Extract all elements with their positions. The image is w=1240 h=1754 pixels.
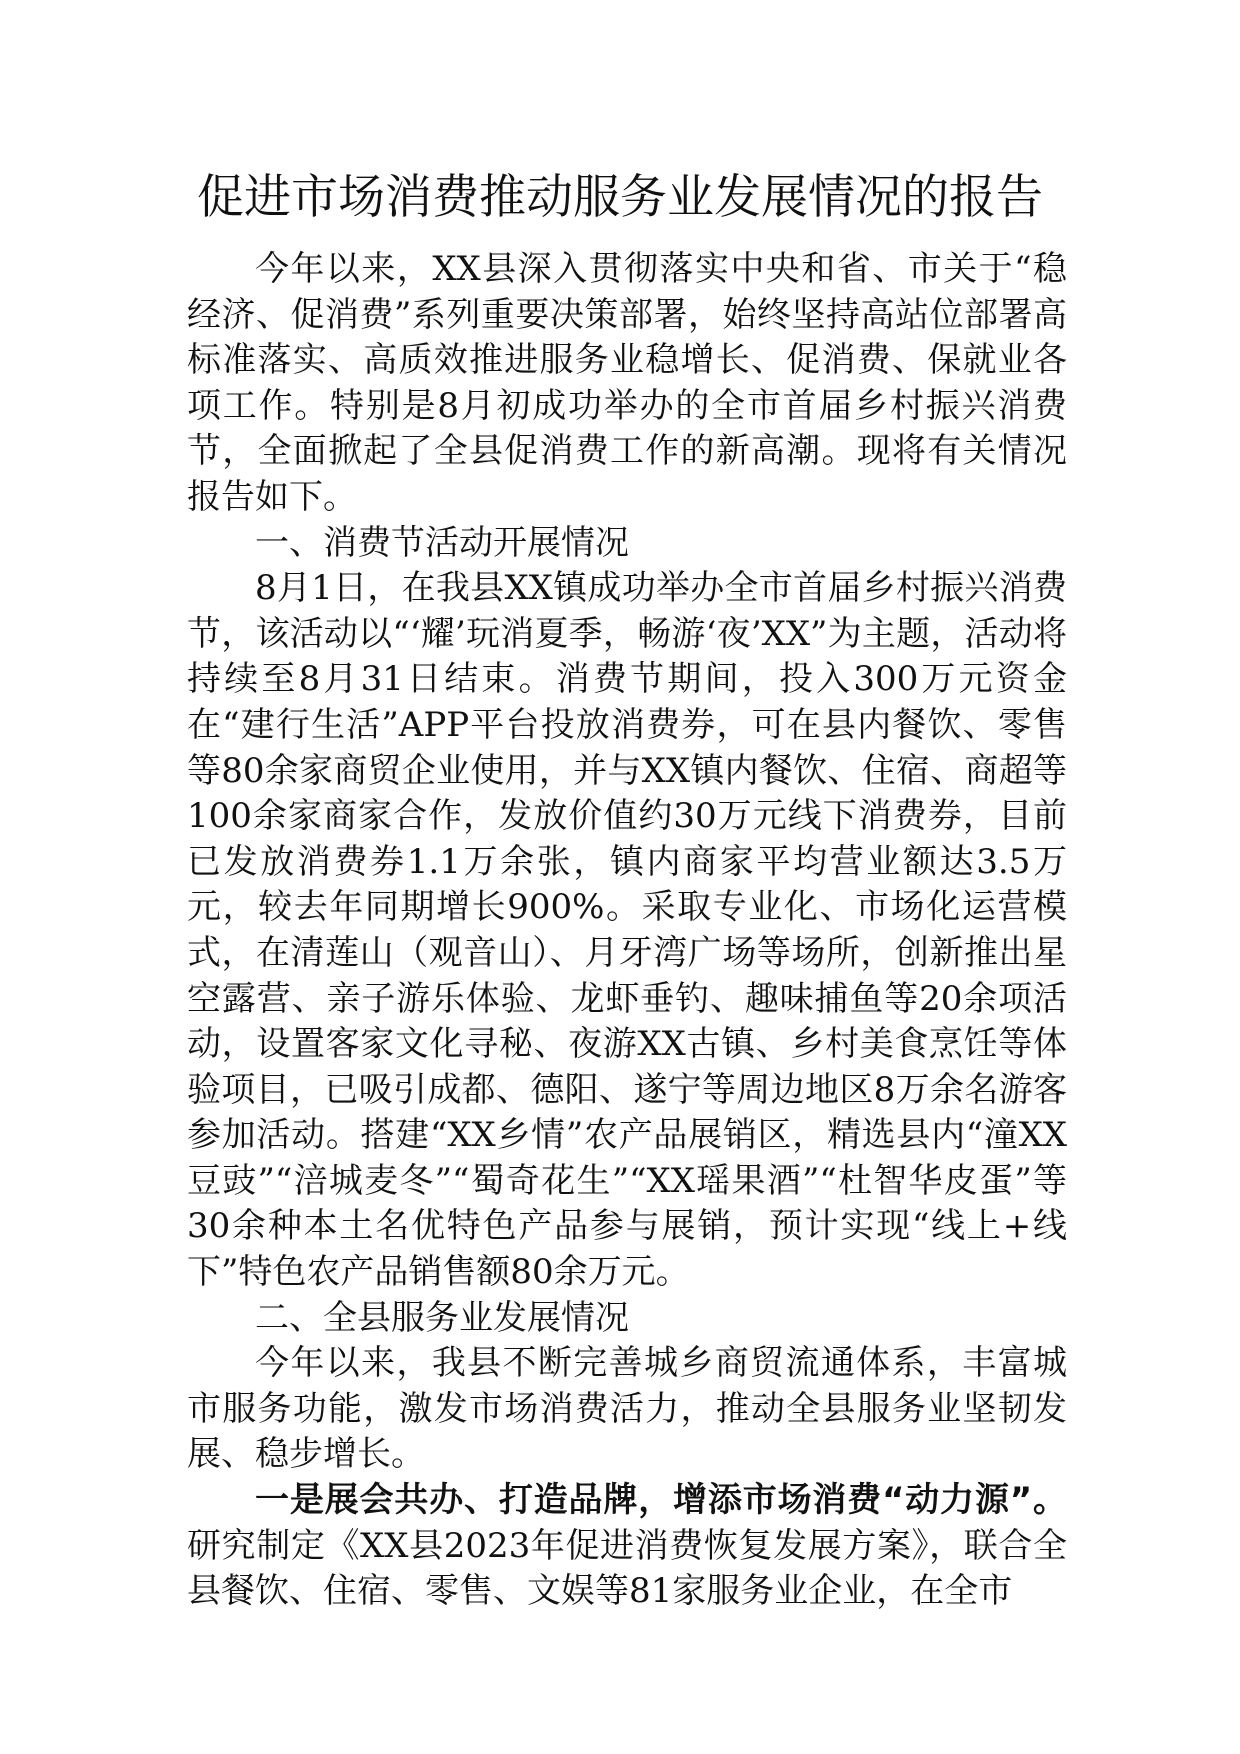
- heading-text: 二、全县服务业发展情况: [255, 1297, 629, 1338]
- paragraph-festival: [187, 566, 1067, 1296]
- document-body: [187, 247, 1067, 1615]
- paragraph-text: 今年以来，XX县深入贯彻落实中央和省、市关于“稳经济、促消费”系列重要决策部署，始终坚持高站位部署高标准落实、高质效推进服务业稳增长、促消费、保就业各项工作。特别是8月初成功举办的全市首届乡村振兴消费节，全面掀起了全县促消费工作的新高潮。现将有关情况报告如下。: [187, 249, 1067, 517]
- section-heading-1: [187, 521, 1067, 567]
- paragraph-text: 8月1日，在我县XX镇成功举办全市首届乡村振兴消费节，该活动以“‘耀’玩消夏季，畅游‘夜’XX”为主题，活动将持续至8月31日结束。消费节期间，投入300万元资金在“建行生活”APP平台投放消费券，可在县内餐饮、零售等80余家商贸企业使用，并与XX镇内餐饮、住宿、商超等100余家商家合作，发放价值约30万元线下消费券，目前已发放消费券1.1万余张，镇内商家平均营业额达3.5万元，较去年同期增长900%。采取专业化、市场化运营模式，在清莲山（观音山）、月牙湾广场等场所，创新推出星空露营、亲子游乐体验、龙虾垂钓、趣味捕鱼等20余项活动，设置客家文化寻秘、夜游XX古镇、乡村美食烹饪等体验项目，已吸引成都、德阳、遂宁等周边地区8万余名游客参加活动。搭建“XX乡情”农产品展销区，精选县内“潼XX豆豉”“涪城麦冬”“蜀奇花生”“XX瑶果酒”“杜智华皮蛋”等30余种本土名优特色产品参与展销，预计实现“线上+线下”特色农产品销售额80余万元。: [187, 568, 1067, 1293]
- section-heading-2: [187, 1296, 1067, 1342]
- paragraph-text: 今年以来，我县不断完善城乡商贸流通体系，丰富城市服务功能，激发市场消费活力，推动全县服务业坚韧发展、稳步增长。: [187, 1343, 1067, 1475]
- paragraph-bold-lead: 一是展会共办、打造品牌，增添市场消费“动力源”。: [255, 1480, 1067, 1521]
- heading-text: 一、消费节活动开展情况: [255, 522, 629, 563]
- paragraph-text: 研究制定《XX县2023年促进消费恢复发展方案》，联合全县餐饮、住宿、零售、文娱等81家服务业企业，在全市: [187, 1525, 1067, 1612]
- paragraph-intro: [187, 247, 1067, 521]
- document-title: 促进市场消费推动服务业发展情况的报告: [197, 170, 1043, 225]
- paragraph-service-overview: [187, 1341, 1067, 1478]
- paragraph-exhibitions: [187, 1478, 1067, 1615]
